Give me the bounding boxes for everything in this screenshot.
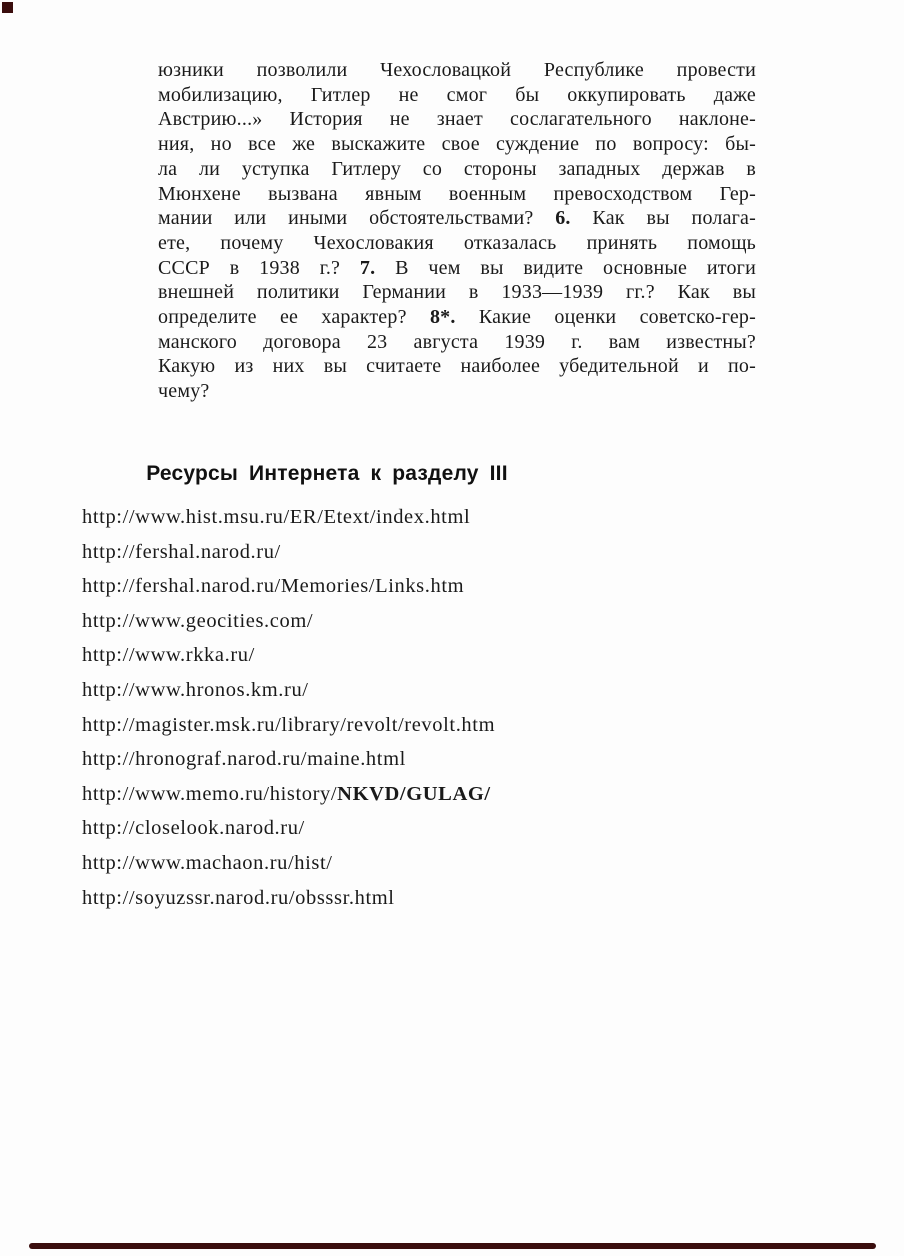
url-item — [82, 604, 782, 639]
section-heading: Ресурсы Интернета к разделу III — [146, 462, 508, 485]
url-item — [82, 500, 782, 535]
text-segment: мобилизацию, Гитлер не смог бы оккупировать даже — [158, 83, 756, 106]
text-segment: Мюнхене вызвана явным военным превосходством Гер- — [158, 182, 756, 205]
text-segment: http://soyuzssr.narod.ru/obsssr.html — [82, 886, 395, 909]
text-segment: Австрию...» История не знает сослагательного наклоне- — [158, 108, 756, 131]
text-segment: В чем вы видите основные итоги — [375, 256, 756, 279]
text-segment: манского договора 23 августа 1939 г. вам известны? — [158, 330, 756, 353]
paragraph-line — [158, 206, 756, 231]
bold-text-segment: 7. — [359, 256, 376, 279]
url-list — [82, 500, 782, 915]
text-segment: http://magister.msk.ru/library/revolt/revolt.htm — [82, 713, 496, 736]
text-segment: чему? — [158, 380, 210, 403]
paragraph-line — [158, 256, 756, 281]
url-item — [82, 777, 782, 812]
bold-text-segment: NKVD/GULAG/ — [337, 782, 491, 805]
text-segment: СССР в 1938 г.? — [158, 256, 360, 279]
paragraph-line — [158, 354, 756, 379]
text-segment: внешней политики Германии в 1933—1939 гг.? Как вы — [158, 281, 756, 304]
text-segment: http://closelook.narod.ru/ — [82, 817, 305, 840]
paragraph-line — [158, 58, 756, 83]
paragraph-line — [158, 305, 756, 330]
text-segment: http://www.hist.msu.ru/ER/Etext/index.html — [82, 506, 471, 528]
paragraph-line — [158, 280, 756, 305]
bold-text-segment: 6. — [555, 207, 571, 230]
paragraph-line — [158, 157, 756, 182]
text-segment: http://fershal.narod.ru/ — [82, 540, 281, 563]
bold-text-segment: 8*. — [429, 306, 456, 329]
url-item — [82, 535, 782, 570]
text-segment: http://www.machaon.ru/hist/ — [82, 851, 333, 874]
paragraph-line — [158, 330, 756, 355]
scan-artifact-bottom-bar — [29, 1243, 876, 1249]
url-item — [82, 708, 782, 743]
text-segment: ете, почему Чехословакия отказалась принять помощь — [158, 231, 756, 254]
url-item — [82, 846, 782, 881]
text-segment: http://www.rkka.ru/ — [82, 644, 255, 667]
body-paragraph — [158, 58, 756, 404]
text-segment: Как вы полага- — [570, 207, 756, 230]
text-segment: http://www.memo.ru/history/ — [82, 782, 338, 805]
url-item — [82, 811, 782, 846]
text-segment: http://hronograf.narod.ru/maine.html — [82, 748, 406, 771]
paragraph-line — [158, 83, 756, 108]
paragraph-line — [158, 379, 756, 404]
text-segment: http://www.geocities.com/ — [82, 609, 314, 632]
scan-artifact-corner — [2, 2, 13, 13]
paragraph-line — [158, 231, 756, 256]
text-segment: Какие оценки советско-гер- — [455, 306, 756, 329]
paragraph-line — [158, 182, 756, 207]
text-segment: юзники позволили Чехословацкой Республике провести — [158, 59, 756, 81]
url-item — [82, 742, 782, 777]
url-item — [82, 673, 782, 708]
text-segment: определите ее характер? — [158, 306, 430, 329]
text-segment: ния, но все же выскажите свое суждение по вопросу: бы- — [158, 133, 756, 156]
url-item — [82, 638, 782, 673]
paragraph-line — [158, 107, 756, 132]
text-segment: ла ли уступка Гитлеру со стороны западных держав в — [158, 157, 756, 180]
paragraph-line — [158, 132, 756, 157]
url-item — [82, 569, 782, 604]
text-segment: мании или иными обстоятельствами? — [158, 207, 556, 230]
text-segment: http://www.hronos.km.ru/ — [82, 678, 309, 701]
text-segment: Какую из них вы считаете наиболее убедительной и по- — [158, 355, 756, 378]
url-item — [82, 881, 782, 916]
text-segment: http://fershal.narod.ru/Memories/Links.htm — [82, 575, 465, 598]
